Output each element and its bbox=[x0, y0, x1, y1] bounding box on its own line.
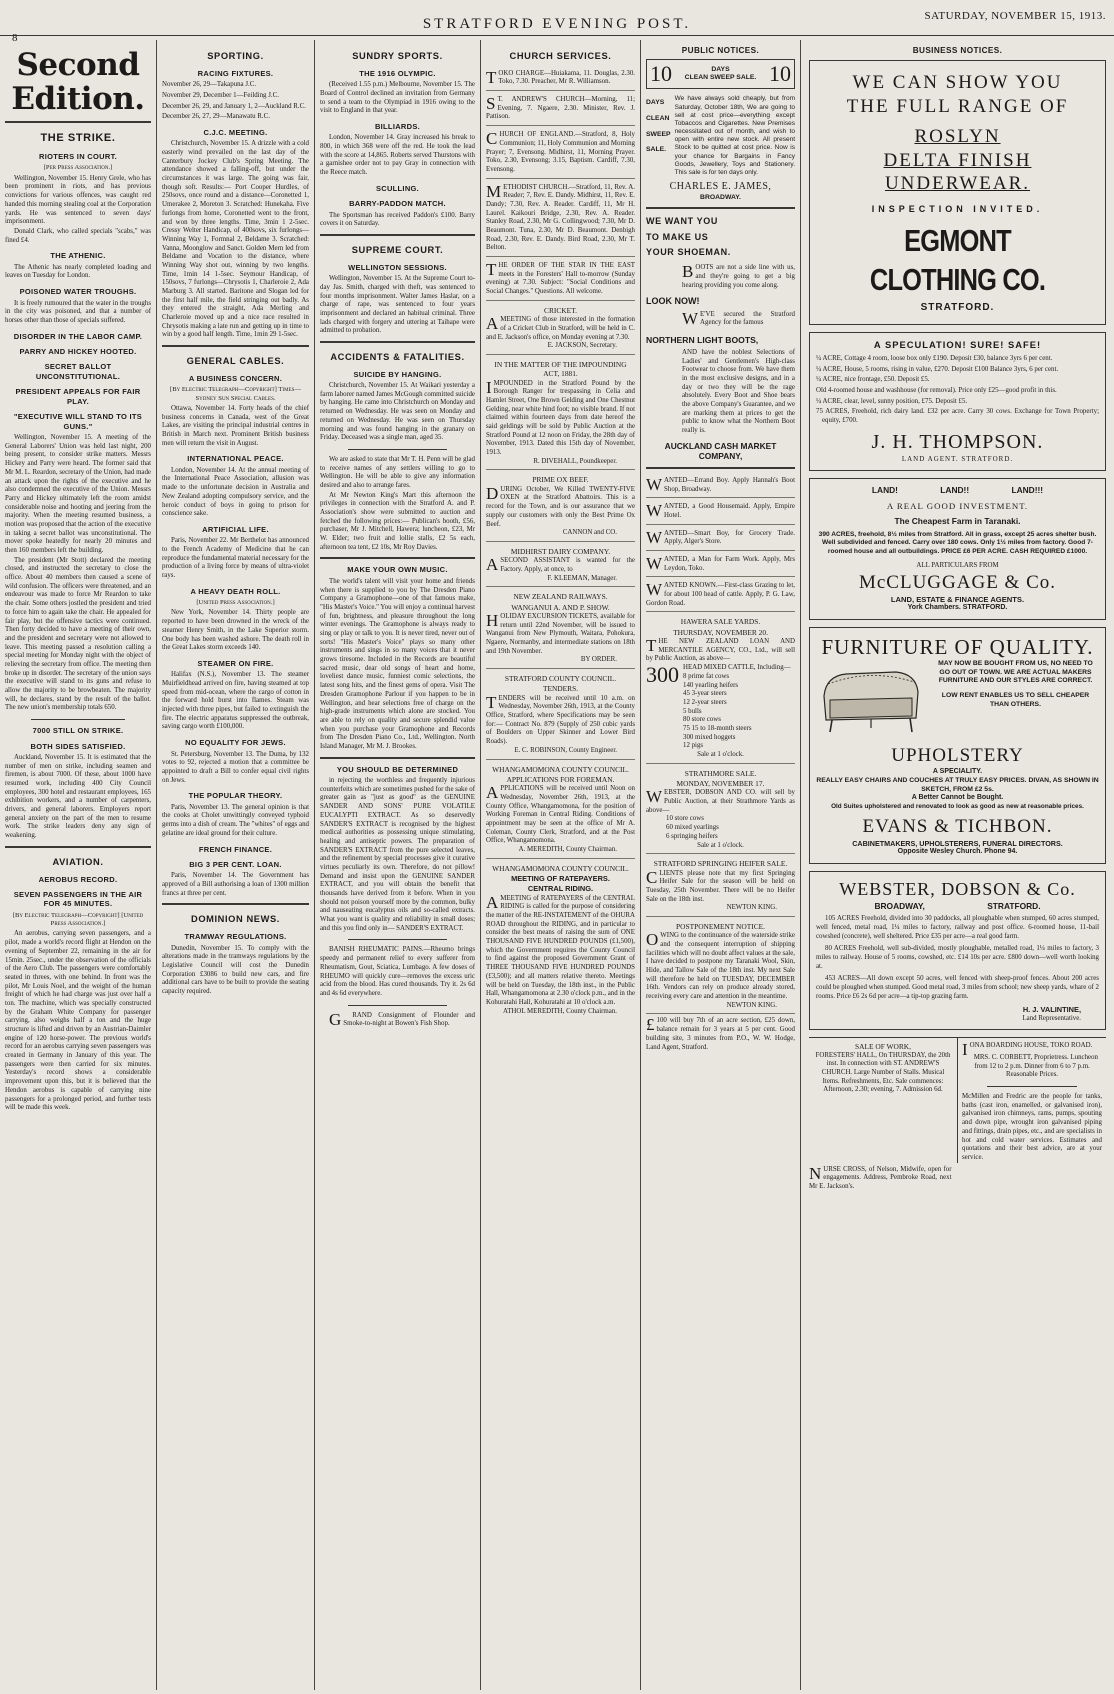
article-body: Donald Clark, who called specials "scabs," was fined £4. bbox=[5, 227, 151, 244]
ad-body: WANTED—Smart Boy, for Grocery Trade. Apply, Alger's Store. bbox=[646, 527, 795, 547]
ad-line: THE FULL RANGE OF bbox=[846, 96, 1069, 118]
notice bbox=[486, 259, 635, 301]
notice-heading: APPLICATIONS FOR FOREMAN. bbox=[506, 774, 615, 784]
divan-ad bbox=[816, 660, 1099, 740]
cattle-item: 5 bulls bbox=[683, 707, 702, 715]
divider bbox=[987, 1086, 1077, 1087]
notice-body: MRS. C. CORBETT, Proprietress. Luncheon from 12 to 2 p.m. Dinner from 6 to 7 p.m. Reasonable Prices. bbox=[973, 1054, 1098, 1079]
notice-body: TOKO CHARGE—Huiakama, 11. Douglas, 2.30. Toko, 7.30. Preacher, Mr R. Williamson. bbox=[486, 67, 635, 87]
ad-heading: LAND! LAND!! LAND!!! bbox=[871, 484, 1044, 495]
cattle-listing bbox=[646, 664, 795, 751]
ad-body: BANISH RHEUMATIC PAINS.—Rheumo brings speedy and permanent relief to every sufferer from Rheumatism, Gout, Sciatica, Lumbago. A few doses of RHEUMO will quickly cure—removes the excess uric acid from the blood. Has cured thousands. Try it. 2s 6d and 4s 6d everywhere. bbox=[320, 946, 475, 997]
notice bbox=[486, 472, 635, 541]
ad-body: LOW RENT ENABLES US TO SELL CHEAPER THAN OTHERS. bbox=[941, 692, 1090, 708]
sale-title-text: CLEAN SWEEP SALE. bbox=[684, 74, 757, 82]
article-body: Ottawa, November 14. Forty heads of the chief business concerns in Canada, west of the Great Lakes, are visiting the principal industrial centres in British in March next. Prominent British business men will return the visit in August. bbox=[162, 404, 309, 447]
divider bbox=[348, 939, 447, 940]
heifer-sale-ad bbox=[646, 856, 795, 917]
notice-body: METHODIST CHURCH.—Stratford, 11, Rev. A. Reader; 7, Rev. E. Dandy. Midhirst, 11, Rev. E. Dandy; 7.30, Rev. A. Reader. Cardiff, 11, Mr H. Laurel. Kaikouri Bridge, 2.30, Rev. A. Reader. Stanley Road, 2.30, Mr G. Collingwood; 7.30, Mr D. Beaumont. Tuna, 2.30, Mr D. Beaumont. Denbigh Road, 2.30, Rev. E. Dandy. Bird Road, 2.30, Mr T. Belton. bbox=[486, 181, 635, 252]
mccluggage-land-ad bbox=[809, 478, 1106, 620]
notice-body: ASECOND ASSISTANT is wanted for the Factory. Apply, at once, to bbox=[486, 555, 635, 575]
subheading: THE ATHENIC. bbox=[50, 251, 106, 261]
notice-body: FORESTERS' HALL, On THURSDAY, the 20th inst. In connection with ST. ANDREW'S CHURCH. Large Number of Stalls. Musical Items. Refreshments, Etc. Sale commences: Afternoon, 2.30; evening, 7. Admission 6d. bbox=[815, 1051, 951, 1094]
property-item: 105 ACRES Freehold, divided into 30 paddocks, all ploughable when stumped, 60 acres stumped, well fenced, metal road, 1¼ miles to factory, railway and post office. 6-roomed house, 11-bail cowshed (concrete), well sheltered. Price £35 per acre—a real good farm. bbox=[816, 915, 1099, 940]
article-body: Wellington, November 15. A meeting of the General Laborers' Union was held last night, 200 being present, to consider strike matters. Messrs Hickey and Parry were heard. The former said that Mr M. L. Reardon, secretary of the Union, had made an attack upon the rights of the executive and he also condemned the executive of the Union. Messrs Parry and Hickey ultimately left the room amidst considerable noise and hooting and jeering from the majority. When the meeting resumed business, a motion was proposed that the action of the executive in taking a secret ballot was unconstitutional. The mover spoke heatedly for nearly 20 minutes and then 160 members left the building. bbox=[5, 434, 151, 555]
subheading: BIG 3 PER CENT. LOAN. bbox=[189, 859, 282, 869]
notice-heading: STRATFORD COUNTY COUNCIL. bbox=[504, 674, 617, 684]
notice-body: ST. ANDREW'S CHURCH—Morning, 11; Evening, 7. Ngaere, 2.30. Minister, Rev. J. Pattison. bbox=[486, 94, 635, 121]
notice-body: THE NEW ZEALAND LOAN AND MERCANTILE AGENCY, CO., Ltd., will sell by Public Auction, as above— bbox=[646, 636, 795, 663]
divider bbox=[646, 207, 795, 209]
ad-body: MAY NOW BE BOUGHT FROM US, NO NEED TO GO OUT OF TOWN. WE ARE ACTUAL MAKERS FURNITURE AND OUR STYLES ARE CORRECT. bbox=[938, 660, 1093, 685]
property-item: ¼ ACRE, nice frontage, £50. Deposit £5. bbox=[816, 376, 930, 384]
ad-body: WANTED, a Good Housemaid. Apply, Empire Hotel. bbox=[646, 501, 795, 521]
notice-body: AMEETING of RATEPAYERS of the CENTRAL RIDING is called for the purpose of considering the matter of the RE-INSTATEMENT of the OHURA ROAD throughout the RIDING, and in particular to consider the best means of raising the sum of ONE THOUSAND FIVE HUNDRED POUNDS (£1,500), which the Government requires the County Council to find against the proposed Government Grant of THREE THOUSAND FIVE HUNDRED POUNDS (£3,500); and all matters relative thereto. Meetings will be held on Tuesday, the 18th inst., in the Public Hall, Whangamomona at 2.30 o'clock p.m., and in the Kohuratahi Hall, Kohuratahi at 10 o'clock a.m. bbox=[486, 892, 635, 1006]
page-number: 8 bbox=[12, 32, 18, 44]
ad-body: GRAND Consignment of Flounder and Smoke-to-night at Bowen's Fish Shop. bbox=[329, 1009, 475, 1029]
article-body: We are asked to state that Mr T. H. Penn will be glad to receive names of any settlers willing to go to Wellington. He will be able to give any information desired and also to arrange fares. bbox=[320, 455, 475, 489]
signature: NEWTON KING. bbox=[726, 1001, 777, 1009]
cattle-count: 300 bbox=[646, 662, 679, 688]
notice-body: McMillen and Fredric are the people for tanks, baths (cast iron, enamelled, or galvanised iron), galvanised iron chimneys, rams, pumps, spouting and down pipe, wrought iron galvanised piping and fittings, drain pipes, etc., and are specialists in hot and cold water services. Estimates and quotations and their best advice, are at your service. bbox=[962, 1093, 1102, 1161]
notice-body: CHURCH OF ENGLAND.—Stratford, 8, Holy Communion; 11, Holy Communion and Morning Prayer; 7, Evensong. Midhirst, 11, Morning Prayer. Toko, 2.30, Evensong; 3.15, Baptism. Cardiff, 7.30, Evensong. bbox=[486, 129, 635, 173]
signature: ATHOL MEREDITH, County Chairman. bbox=[502, 1007, 617, 1015]
advertiser-title: CABINETMAKERS, UPHOLSTERERS, FUNERAL DIRECTORS. bbox=[852, 839, 1063, 849]
notice-body: WEBSTER, DOBSON AND CO. will sell by Public Auction, at their Strathmore Yards as above— bbox=[646, 787, 795, 814]
subheading: 7000 STILL ON STRIKE. bbox=[32, 726, 124, 736]
cattle-heading: HEAD MIXED CATTLE, Including— bbox=[683, 664, 791, 672]
notice bbox=[486, 762, 635, 859]
signature: BY ORDER. bbox=[580, 656, 617, 664]
ad-body: The world's talent will visit your home and friends when there is supplied to you by The Dresden Piano Company a Gramophone—one of that famous make, "His Master's Voice." You will enjoy a continual harvest of fun, brightness, and pleasure throughout the long winter evenings. The Gramophone is always ready to sing or play or talk to you. It is never tired, never out of sorts! "His Master's Voice" plays so many other instruments and sings in so many voices that it never grows tiresome. Included in the Records are beautiful sacred music, dear old songs of heart and home, loveliest dance music, funniest comic selections, the latest song hits, and the finest gems of opera. Visit The Dresden Gramophone Parlour if you happen to be in Wellington, and hear selections free of charge on the high-grade instruments which alone are stocked. You are able to rely on quality and secure splendid value when you purchase your Gramophone and Records from The Dresden Piano Co., Ltd., Wellington. North Island Manager, Mr M. J. Brookes. bbox=[320, 577, 475, 750]
cattle-item: 80 store cows bbox=[683, 716, 721, 724]
subheading: ARTIFICIAL LIFE. bbox=[202, 524, 269, 534]
furniture-ad bbox=[809, 627, 1106, 864]
signature: E. C. ROBINSON, County Engineer. bbox=[514, 746, 617, 754]
article-body: Wellington, November 15. At the Supreme Court to-day Jas. Smith, charged with theft, was sentenced to four months imprisonment. Walter James Haslar, on a charge of rape, was sentenced to four years imprisonment and declared an habitual criminal. Three lads charged with forgery and uttering at Taihape were admitted to probation. bbox=[320, 275, 475, 335]
divider bbox=[162, 903, 309, 905]
property-item: 75 ACRES, Freehold, rich dairy land. £32 per acre. Carry 30 cows. Exchange for Town Property; equity, £700. bbox=[816, 408, 1099, 425]
subheading: STEAMER ON FIRE. bbox=[197, 658, 274, 668]
advertiser-address: BROADWAY. bbox=[700, 193, 741, 201]
notice-body: HOLIDAY EXCURSION TICKETS, available for return until 22nd November, will be issued to Wanganui from New Plymouth, Waitara, Pohokura, Ngaere, Normanby, and intermediate stations on 18th and 19th November. bbox=[486, 610, 635, 655]
iona-boarding-ad bbox=[958, 1038, 1106, 1162]
edition-title: Second Edition. bbox=[11, 47, 145, 118]
headline-business-notices: BUSINESS NOTICES. bbox=[912, 46, 1003, 55]
article-body: It is freely rumoured that the water in the troughs in the city was poisoned, and that a number of horses other than those of specials suffered. bbox=[5, 299, 151, 324]
subheading: BOTH SIDES SATISFIED. bbox=[30, 741, 126, 751]
subheading: PRESIDENT APPEALS FOR FAIR PLAY. bbox=[15, 387, 141, 406]
property-item: ¼ ACRE, clear, level, sunny position, £75. Deposit £5. bbox=[816, 397, 968, 405]
stock-list bbox=[646, 815, 795, 841]
article-body: Paris, November 14. The Government has approved of a Bill authorising a loan of 1300 million francs at three per cent. bbox=[162, 872, 309, 897]
property-item: ¼ ACRE, House, 5 rooms, rising in value, £270. Deposit £100 Balance 3yrs, 6 per cent. bbox=[816, 365, 1059, 373]
notice bbox=[486, 589, 635, 669]
notice-heading: CENTRAL RIDING. bbox=[527, 884, 594, 894]
article-body: Christchurch, November 15. A drizzle with a cold easterly wind prevailed on the last day of the Canterbury Jockey Club's Spring Meeting. The attendance showed a falling-off, but under the circumstances it was large. The going was fair, though soft. Results:— Port Cooper Hurdles, of 250sovs, once round and a distance—Coronetted 1, Umerakee 2, Moreton 3. Scratched: Hunekaha. Five furlongs from home, Coronetted went to the front, and won by three lengths. Time, 3min 1 2-5sec. Cressy Welter Handicap, of 400sovs, six furlongs—Winning Way 1, Formnal 2, Beldame 3. Scratched: Vanna, Moonglow and Sanct. Golden Mern led from Beldame and Vocation to the distance, where Winning Way shot out, winning by two lengths. Time, 1min 14 1-5sec. Seymour Handicap, of 150sovs, 7 furlongs—Chrysotis 1, Charleroie 2, Ada Marburg 3. All started. Baritone and Slogan led for the first half mile, the field stringing out badly. As they entered the straight, Ada Merling and Charleroie moved up and a nice race resulted in Chrysotis making a late run and getting up in time to win by a good half length. Time, 1min 29 1-5sec. bbox=[162, 140, 309, 339]
agent-title: Land Representative. bbox=[1022, 1014, 1081, 1022]
sale-side-labels bbox=[646, 95, 671, 177]
divider bbox=[320, 234, 475, 236]
column-public-notices bbox=[641, 40, 801, 1690]
wanted-ad bbox=[646, 474, 795, 498]
credit-line: [United Press Association.] bbox=[196, 599, 275, 607]
sale-body: We have always sold cheaply, but from Saturday, October 18th, We are going to sell at cost price—everything except Tobaccos and Cigarettes. New Premises necessitated out of month, and wish to open with entire new stock. All present Stock to be quitted at cost price. Now is your chance for Bargains in Fancy Goods, Jewellery, Toys and Stationery. This sale is for ten days only. bbox=[674, 95, 795, 177]
ad-body: Old Suites upholstered and renovated to look as good as new at reasonable prices. bbox=[831, 803, 1084, 811]
sale-time: Sale at 1 o'clock. bbox=[697, 751, 744, 759]
notice-heading: MONDAY, NOVEMBER 17. bbox=[676, 779, 765, 789]
subheading: WELLINGTON SESSIONS. bbox=[348, 262, 447, 272]
notice-heading: WANGANUI A. AND P. SHOW. bbox=[511, 602, 610, 612]
subheading: C.J.C. MEETING. bbox=[203, 127, 268, 137]
sale-title bbox=[675, 66, 766, 83]
side-label: DAYS bbox=[646, 99, 665, 107]
agent-title: LAND AGENT. STRATFORD. bbox=[901, 454, 1014, 463]
notice-body: CLIENTS please note that my first Springing Heifer Sale for the season will be held on Tuesday, 25th November. There will be no Heifer Sale on the 18th inst. bbox=[646, 867, 795, 903]
fixture-item: November 26, 29—Takapuna J.C. bbox=[162, 81, 257, 89]
bottom-notices bbox=[809, 1037, 1106, 1162]
roslyn-underwear-ad bbox=[809, 60, 1106, 325]
nurse-notice: NURSE CROSS, of Nelson, Midwife, open for engagements. Address, Pembroke Road, next Mr E. Jackson's. bbox=[809, 1163, 952, 1190]
ad-tagline: INSPECTION INVITED. bbox=[871, 204, 1044, 215]
article-body: At Mr Newton King's Mart this afternoon the privileges in connection with the Stratford A. and P. Association's show were submitted to auction and fetched the following prices:— Publican's booth, £56, purchaser, Mr J. Mitchell, Hawera; luncheon, £23, Mr W. Elder; two fruit and lollie stalls, £2 5s each, afternoon tea tent, £2 10s, Mr Roy Davies. bbox=[320, 491, 475, 551]
article-body: New York, November 14. Thirty people are reported to have been drowned in the wreck of the steamer Henry Smith, in the Lake Superior storm. One body has been washed ashore. The death roll in the Great Lakes storm exceeds 140. bbox=[162, 609, 309, 652]
divider bbox=[31, 719, 124, 720]
advertiser-name: CHARLES E. JAMES, bbox=[669, 181, 772, 193]
ad-heading: FURNITURE OF QUALITY. bbox=[821, 634, 1094, 659]
article-body: Christchurch, November 15. At Waikari yesterday a farm laborer named James McGough committed suicide by hanging. He came into Christchurch on Monday and returned on Wednesday. He was seen on Monday and returned on Wednesday. He was seen on Thursday morning and was found hanging in the granary on Friday. Deceased was a single man, aged 35. bbox=[320, 382, 475, 442]
subheading: RACING FIXTURES. bbox=[197, 68, 274, 78]
signature: CANNON and CO. bbox=[562, 529, 617, 537]
ad-body: in rejecting the worthless and frequently injurious counterfeits which are sometimes pushed for the sake of greater gain as "just as good" as the GENUINE SANDER AND SONS' PURE VOLATILE EUCALYPTI EXTRACT. As so deservedly SANDER'S EXTRACT is recognised by the highest medical authorities as possessing unique stimulating, healing and antiseptic powers. The preparation of SANDER'S EXTRACT from the pure selected leaves, and the refinement by special processes give it curative virtues peculiarly its own. Therefore, do not pillow! Demand and insist upon the GENUINE SANDER EXTRACT, and you will obtain the benefit that thousands have derived from it before. When in you should not poison yourself more by the common, bulky and nauseating eucalyptus oils and so-called extracts. What you want is quality and reliability in small doses; and this you find only in— SANDER'S EXTRACT. bbox=[320, 777, 475, 932]
property-item: Old 4-roomed house and washhouse (for removal). Price only £25—good profit in this. bbox=[816, 387, 1057, 394]
divider bbox=[320, 341, 475, 343]
wanted-ad bbox=[646, 553, 795, 577]
column-church-notices bbox=[481, 40, 641, 1690]
subheading: BILLIARDS. bbox=[374, 121, 421, 131]
headline-strike: THE STRIKE. bbox=[40, 132, 116, 145]
notice-heading: STRATFORD SPRINGING HEIFER SALE. bbox=[653, 859, 788, 869]
signature: NEWTON KING. bbox=[726, 904, 777, 912]
divider bbox=[5, 121, 151, 123]
subheading: AEROBUS RECORD. bbox=[38, 874, 118, 884]
side-label: SALE. bbox=[646, 146, 667, 154]
subheading: PARRY AND HICKEY HOOTED. bbox=[19, 347, 137, 357]
ad-heading: AUCKLAND CASH MARKET COMPANY, bbox=[664, 440, 777, 462]
side-label: SWEEP bbox=[646, 130, 671, 138]
headline-sundry-sports: SUNDRY SPORTS. bbox=[352, 51, 443, 61]
side-label: CLEAN bbox=[646, 114, 670, 122]
stock-item: 6 springing heifers bbox=[666, 832, 718, 840]
sale-details bbox=[646, 95, 795, 177]
sale-days-label: DAYS bbox=[711, 65, 730, 73]
ad-line: UNDERWEAR. bbox=[884, 173, 1031, 195]
advertiser-name: WEBSTER, DOBSON & Co. bbox=[839, 878, 1076, 899]
notice-body: DURING October, We Killed TWENTY-FIVE OXEN at the Stratford Abattoirs. This is a record for the Town, and is our assurance that we supply our customers with only the Best Prime Ox Beef. bbox=[486, 483, 635, 528]
ad-body: BOOTS are not a side line with us, and they're going to get a big hearing providing you come along. bbox=[682, 262, 795, 289]
stock-item: 60 mixed yearlings bbox=[666, 824, 719, 832]
notice bbox=[486, 357, 635, 471]
notice-body: TENDERS will be received until 10 a.m. on Wednesday, November 26th, 1913, at the County Office, Stratford, where Specifications may be seen for:— Contract No. 879 (Supply of 250 cubic yards of Boulders on Upper Skinner and Lower Bird Roads). bbox=[486, 692, 635, 746]
signature: R. DIVEHALL, Poundkeeper. bbox=[533, 457, 617, 465]
advertiser-address: BROADWAY, STRATFORD. bbox=[874, 900, 1041, 911]
notice bbox=[486, 544, 635, 587]
notice-heading: MEETING OF RATEPAYERS. bbox=[511, 874, 610, 884]
sale-number: 10 bbox=[650, 61, 672, 87]
ad-line: DELTA FINISH bbox=[883, 149, 1032, 171]
headline-general-cables: GENERAL CABLES. bbox=[186, 356, 285, 367]
property-item: 80 ACRES Freehold, well sub-divided, mostly ploughable, metalled road, 1¼ miles to factory, 3 miles to railway. House of 5 rooms, cowshed, etc. £14 10s per acre. £800 down—well worth looking at. bbox=[816, 945, 1099, 970]
credit-line: [Per Press Association.] bbox=[43, 164, 113, 172]
stock-item: 10 store cows bbox=[666, 815, 704, 823]
subheading: DISORDER IN THE LABOR CAMP. bbox=[13, 331, 143, 341]
notice bbox=[486, 128, 635, 178]
subheading: THE POPULAR THEORY. bbox=[188, 791, 283, 801]
notice-heading: CRICKET. bbox=[544, 305, 577, 315]
subheading: POISONED WATER TROUGHS. bbox=[19, 287, 137, 297]
issue-date: SATURDAY, NOVEMBER 15, 1913. bbox=[924, 10, 1106, 22]
headline-aviation: AVIATION. bbox=[52, 856, 104, 867]
cattle-item: 140 yearling heifers bbox=[683, 681, 739, 689]
notice-heading: PRIME OX BEEF. bbox=[532, 475, 589, 485]
headline-rioters: RIOTERS IN COURT. bbox=[38, 152, 118, 162]
credit-line: [By Electric Telegraph—Copyright] Times—Sydney Sun Special Cables. bbox=[170, 386, 301, 402]
subheading: SCULLING. bbox=[375, 183, 420, 193]
ad-line: WE WANT YOU bbox=[646, 216, 718, 227]
divider bbox=[5, 846, 151, 848]
notice bbox=[486, 181, 635, 258]
credit-line: [By Electric Telegraph—Copyright] [United Press Association.] bbox=[12, 911, 144, 928]
masthead bbox=[0, 10, 1114, 44]
subheading: SUICIDE BY HANGING. bbox=[353, 369, 442, 379]
cattle-item: 8 prime fat cows bbox=[683, 672, 730, 680]
divider bbox=[348, 449, 447, 450]
article-body: Dunedin, November 15. To comply with the alterations made in the tramways regulations by the Legislative Council will cost the Dunedin Corporation £3086 to build new cars, and fire additional cars have to be built to provide the seating capacity required. bbox=[162, 944, 309, 996]
postponement-notice bbox=[646, 919, 795, 1015]
notice-heading: TENDERS. bbox=[542, 684, 579, 694]
agent-name: H. J. VALINTINE, bbox=[1022, 1005, 1081, 1015]
subheading: SEVEN PASSENGERS IN THE AIR FOR 45 MINUTES. bbox=[13, 889, 143, 909]
article-body: The Athenic has nearly completed loading and leaves on Tuesday for London. bbox=[5, 263, 151, 280]
article-body: St. Petersburg, November 13. The Duma, by 132 votes to 92, rejected a motion that a committee be appointed to draft a Bill to confer equal civil rights on Jews. bbox=[162, 750, 309, 784]
article-body: London, November 14. At the annual meeting of the International Peace Association, allusion was made to the unfortunate decision in Australia and New Zealand adopting compulsory service, and the heroic conduct of boys in going to prison for conscience sake. bbox=[162, 466, 309, 518]
notice-heading: NEW ZEALAND RAILWAYS. bbox=[513, 592, 608, 602]
ad-heading-sander: YOU SHOULD BE DETERMINED bbox=[336, 764, 459, 774]
ad-body: WE'VE secured the Stratford Agency for the famous bbox=[682, 308, 795, 328]
notice-body: AMEETING of those interested in the formation of a Cricket Club in Stratford, will be held in C. and E. Jackson's office, on Monday evening at 7.30. bbox=[486, 314, 635, 341]
agent-name: J. H. THOMPSON. bbox=[871, 430, 1044, 453]
cattle-item: 12 2-year steers bbox=[683, 698, 727, 706]
ad-line: YOUR SHOEMAN. bbox=[646, 246, 731, 257]
article-body: Paris, November 22. Mr Berthelot has announced to the French Academy of Medicine that he can reproduce the fundamental material necessary for the production of a living force by means of ultra-violet rays. bbox=[162, 537, 309, 580]
notice-heading: WHANGAMOMONA COUNTY COUNCIL. bbox=[492, 863, 629, 873]
notice bbox=[486, 671, 635, 759]
cattle-details bbox=[683, 664, 791, 751]
notice-heading: MIDHIRST DAIRY COMPANY. bbox=[510, 546, 611, 556]
headline-supreme-court: SUPREME COURT. bbox=[351, 245, 444, 256]
notice-heading: WHANGAMOMONA COUNTY COUNCIL. bbox=[492, 764, 629, 774]
headline-sporting: SPORTING. bbox=[207, 51, 264, 61]
ad-heading: A SPECULATION! SURE! SAFE! bbox=[873, 339, 1042, 351]
sale-number: 10 bbox=[769, 61, 791, 87]
notice bbox=[486, 67, 635, 91]
fixture-item: December 26, 27, 29—Manawatu R.C. bbox=[162, 113, 270, 121]
ad-heading: UPHOLSTERY bbox=[891, 745, 1024, 767]
advertiser-address: Opposite Wesley Church. Phone 94. bbox=[897, 848, 1018, 856]
headline-accidents: ACCIDENTS & FATALITIES. bbox=[330, 351, 465, 362]
ad-body: WANTED, a Man for Farm Work. Apply, Mrs Leydon, Toko. bbox=[646, 554, 795, 573]
article-body: London, November 14. Gray increased his break to 800, in which 368 were off the red. He took the lead with the score at 14,865. Roberts served Thurstons with a garnishee order not to pay Gray in connection with the Reece match. bbox=[320, 134, 475, 177]
wanted-ad bbox=[646, 579, 795, 612]
cattle-item: 300 mixed hoggets bbox=[683, 733, 736, 741]
ad-heading: A REAL GOOD INVESTMENT. bbox=[886, 501, 1029, 512]
notice-body: APPLICATIONS will be received until Noon on Wednesday, November 26th, 1913, at the County Office, Whangamomona, for the position of Working Foreman in Central Riding. Conditions of appointment may be seen at the office of Mr A. Coleman, County Clerk, Stratford, and at the Post Office, Whangamomona. bbox=[486, 783, 635, 845]
ad-line: WE CAN SHOW YOU bbox=[852, 72, 1063, 94]
article-body: Paris, November 13. The general opinion is that the cooks at Cholet unwittingly conveyed typhoid germs into a dish of cream. The "whites" of eggs and gelatine are ideal ground for their culture. bbox=[162, 803, 309, 837]
property-item: 453 ACRES—All down except 50 acres, well fenced with sheep-proof fences. About 200 acres could be ploughed when stumped. Good metal road, 3 miles from school; new sheep yards, whare of 2 rooms. Price £6 2s 6d per acre—a tip-top grazing farm. bbox=[816, 975, 1099, 1000]
notice bbox=[486, 303, 635, 355]
ad-heading: NORTHERN LIGHT BOOTS, bbox=[646, 335, 759, 346]
article-body: Auckland, November 15. It is estimated that the number of men on strike, including seamen and firemen, is about 7000. Of these, about 1000 have resumed work, including 400 City Council employees, 300 hotel and restaurant employees, 165 exhibition workers, and a number of carpenters, drivers, and general laborers. Employers report general anxiety on the part of the men to resume work. The strike leaders deny any sign of weakening. bbox=[5, 753, 151, 840]
land-ad: £100 will buy 7th of an acre section, £25 down, balance remain for 3 years at 5 per cent. Good building site, 3 minutes from P.O., W. W. Hodge, Land Agent, Stratford. bbox=[646, 1015, 795, 1051]
subheading: INTERNATIONAL PEACE. bbox=[187, 454, 284, 464]
cattle-item: 12 pigs bbox=[683, 742, 704, 750]
ad-heading: The Cheapest Farm in Taranaki. bbox=[894, 516, 1021, 527]
wanted-ad bbox=[646, 500, 795, 524]
notice bbox=[486, 861, 635, 1020]
headline-public-notices: PUBLIC NOTICES. bbox=[681, 46, 760, 55]
ad-town: STRATFORD. bbox=[920, 301, 995, 313]
signature: F. KLEEMAN, Manager. bbox=[547, 574, 617, 582]
subheading: BARRY-PADDON MATCH. bbox=[349, 199, 446, 209]
fixture-item: December 26, 29, and January 1, 2—Auckland R.C. bbox=[162, 102, 306, 110]
article-body: The Sportsman has received Paddon's £100. Barry covers it on Saturday. bbox=[320, 211, 475, 228]
farm-details: 390 ACRES, freehold, 8½ miles from Stratford. All in grass, except 25 acres shelter bush. Well subdivided and fenced. Carry over 180 cows. Only 1½ miles from factory. Good 7-roomed house and all outbuildings. PRICE £6 PER ACRE. CASH REQUIRED £1000. bbox=[818, 530, 1097, 555]
thompson-land-ad bbox=[809, 332, 1106, 471]
sale-time: Sale at 1 o'clock. bbox=[697, 841, 744, 849]
advertiser-name: EVANS & TICHBON. bbox=[862, 816, 1053, 838]
notice-heading: SALE OF WORK, bbox=[855, 1042, 911, 1052]
agent-name: McCLUGGAGE & Co. bbox=[858, 571, 1057, 593]
subheading: A BUSINESS CONCERN. bbox=[188, 373, 283, 383]
article-body: An aerobus, carrying seven passengers, and a pilot, made a world's record flight at Hendon on the evening of September 22, remaining in the air for 15min. 25sec., under the observation of the officials of the Aero Club. The passengers were comfortably seated in threes, with one behind. In front was the pilot, Mr Louis Noel, and the weight of the human freight of which he had charge was just over half a ton. The machine, which was specially constructed by the Graham White Company for passenger carrying, also weighs half a ton and the huge structure is lifted and driven by an Austrian-Daimler engine of 120 horse-power. The previous world's record for an aerobus carrying seven passengers was created in Germany in January of this year. The passengers were then carried for six minutes. Yesterday's record shows a considerable improvement upon this, but it is believed that the Hendon aerobus is capable of carrying nine passengers for a prolonged period, and further tests will be made this week. bbox=[5, 930, 151, 1112]
ad-body: AND have the noblest Selections of Ladies' and Gentlemen's High-class Footwear to choose from. We have them in the most exclusive designs, and in a day or two they will be the rage absolutely. Every Boot and Shoe bears the above Company's Guarantee, and we are marking them at prices to get the public to know what the Northern Boot really is. bbox=[682, 348, 795, 435]
agent-address: York Chambers. STRATFORD. bbox=[907, 604, 1008, 612]
notice-body: THE ORDER OF THE STAR IN THE EAST meets in the Foresters' Hall to-morrow (Sunday evening) at 7.30. Subject: "Social Conditions and Social Changes." Questions. All welcome. bbox=[486, 260, 635, 296]
subheading: NO EQUALITY FOR JEWS. bbox=[185, 738, 286, 748]
ad-heading: LOOK NOW! bbox=[646, 296, 700, 307]
column-news-strike bbox=[0, 40, 157, 1690]
clean-sweep-sale-ad bbox=[646, 59, 795, 89]
signature: A. MEREDITH, County Chairman. bbox=[518, 846, 617, 853]
article-body: Halifax (N.S.), November 13. The steamer Muirfieldhead arrived on fire, having steamed at top speed from mid-ocean, where the cargo of cotton in the forward hold burst into flames. Steam was injected with three pipes, but failed to extinguish the fire. The electric apparatus suppressed the outbreak, saving cargo worth £100,000. bbox=[162, 671, 309, 731]
notice-body: IMPOUNDED in the Stratford Pound by the Borough Ranger for trespassing in Celia and Hamlet Street, One Brown Gelding and One Chestnut Gelding, near white hind foot; no visible brand. If not claimed within fourteen days from date hereof the said geldings will be sold by Public Auction at the Stratford Pound at 12 noon on Friday, the 28th day of November, 1913. Dated this 15th day of November, 1913. bbox=[486, 377, 635, 457]
column-business-notices bbox=[801, 40, 1114, 1690]
notice-heading: IN THE MATTER OF THE IMPOUNDING ACT, 1881. bbox=[494, 359, 627, 379]
divider bbox=[162, 345, 309, 347]
subheading: SECRET BALLOT UNCONSTITUTIONAL. bbox=[35, 362, 121, 381]
headline-dominion: DOMINION NEWS. bbox=[191, 914, 280, 925]
notice bbox=[486, 93, 635, 126]
divan-sketch bbox=[816, 662, 926, 738]
column-sundry-sports bbox=[315, 40, 481, 1690]
article-body: (Received 1.55 p.m.) Melbourne, November 15. The Board of Control declined an invitation from Germany to send a team to the Olympiad in 1916 owing to the visit to England in that year. bbox=[320, 81, 475, 115]
egmont-clothing-logo: EGMONT CLOTHING CO. bbox=[869, 223, 1046, 298]
notice-heading: STRATHMORE SALE. bbox=[684, 768, 757, 778]
ad-body: WANTED KNOWN.—First-class Grazing to let, for about 100 head of cattle. Apply, P. G. Law, Gordon Road. bbox=[646, 580, 795, 607]
subheading: FRENCH FINANCE. bbox=[198, 844, 273, 854]
agent-title: LAND, ESTATE & FINANCE AGENTS. bbox=[890, 594, 1025, 604]
article-body: The president (Mr Stott) declared the meeting closed, and instructed the secretary to close the office. About 40 members then caused a scene of wild confusion. The officers were threatened, and an endeavour was made to force Mr Reardon to take the chair. Some others jostled the president and tried to force him to again take the chair. He appealed for fair play, but the offensive tactics were continued. Then forty decided to have a meeting of their own, and the president and secretary were not allowed to leave. This meeting passed a resolution calling a special meeting for Monday night with the object of relieving the secretary from office. The meeting then broke up in disorder. The secretary of the union says the executive will stand to its guns and refuse to allow the majority to be browbeaten. The majority will, he declares, stand by the result of the ballot. The new union's membership totals 650. bbox=[5, 556, 151, 712]
subheading: THE 1916 OLYMPIC. bbox=[359, 68, 436, 78]
newspaper-title: STRATFORD EVENING POST. bbox=[422, 16, 692, 32]
cattle-item: 75 15 to 18-month steers bbox=[683, 724, 752, 732]
sale-of-work-ad bbox=[809, 1038, 958, 1162]
webster-dobson-ad bbox=[809, 871, 1106, 1030]
signature: E. JACKSON, Secretary. bbox=[547, 342, 617, 350]
subheading: "EXECUTIVE WILL STAND TO ITS GUNS." bbox=[13, 412, 143, 431]
fixture-item: November 29, December 1—Feilding J.C. bbox=[162, 91, 279, 99]
notice-heading: HAWERA SALE YARDS. bbox=[680, 617, 761, 627]
notice-heading: POSTPONEMENT NOTICE. bbox=[676, 921, 765, 931]
wanted-ad bbox=[646, 527, 795, 551]
notice-body: OWING to the continuance of the waterside strike and the consequent interruption of shipping facilities which will no doubt affect values at the sale, I have decided to postpone my Taranaki Wool, Skin, Hide, and Tallow Sale of the 18th inst. My next Sale will therefore be held on TUESDAY, DECEMBER 16th. Vendors can rely on produce already stored, receiving every care and attention in the meantime. bbox=[646, 930, 795, 1001]
ad-line: ROSLYN bbox=[914, 125, 1001, 147]
notice-heading: THURSDAY, NOVEMBER 20. bbox=[673, 627, 768, 637]
strathmore-sale-ad bbox=[646, 766, 795, 854]
notice-heading: IONA BOARDING HOUSE, TOKO ROAD. bbox=[962, 1040, 1093, 1060]
divider bbox=[646, 467, 795, 469]
property-item: ¼ ACRE, Cottage 4 room, loose box only £190. Deposit £30, balance 3yrs 6 per cent. bbox=[816, 354, 1053, 362]
ad-note: ALL PARTICULARS FROM bbox=[916, 561, 999, 569]
cattle-item: 45 3-year steers bbox=[683, 690, 727, 698]
article-body: Wellington, November 15. Henry Grele, who has been prominent in riots, and has previous convictions for various offences, was caught red handed this morning stealing coal at the Corporation yards. He was sentenced to seven days' imprisonment. bbox=[5, 174, 151, 226]
subheading: A HEAVY DEATH ROLL. bbox=[190, 586, 281, 596]
ad-heading-music: MAKE YOUR OWN MUSIC. bbox=[347, 565, 448, 575]
ad-body: REALLY EASY CHAIRS AND COUCHES AT TRULY EASY PRICES. DIVAN, AS SHOWN IN SKETCH, FROM £2 5s. bbox=[816, 777, 1099, 793]
headline-church-services: CHURCH SERVICES. bbox=[509, 51, 612, 61]
divider bbox=[320, 757, 475, 759]
subheading: TRAMWAY REGULATIONS. bbox=[184, 932, 287, 942]
ad-body: A Better Cannot be Bought. bbox=[911, 794, 1004, 802]
divider bbox=[320, 557, 475, 559]
hawera-sale-ad bbox=[646, 614, 795, 763]
ad-line: TO MAKE US bbox=[646, 231, 709, 242]
ad-body: WANTED—Errand Boy. Apply Hannah's Boot Shop, Broadway. bbox=[646, 474, 795, 494]
divider bbox=[348, 1005, 447, 1006]
column-sporting bbox=[157, 40, 315, 1690]
ad-subheading: A SPECIALITY. bbox=[932, 768, 983, 776]
shoeman-ad-heading bbox=[646, 214, 795, 260]
